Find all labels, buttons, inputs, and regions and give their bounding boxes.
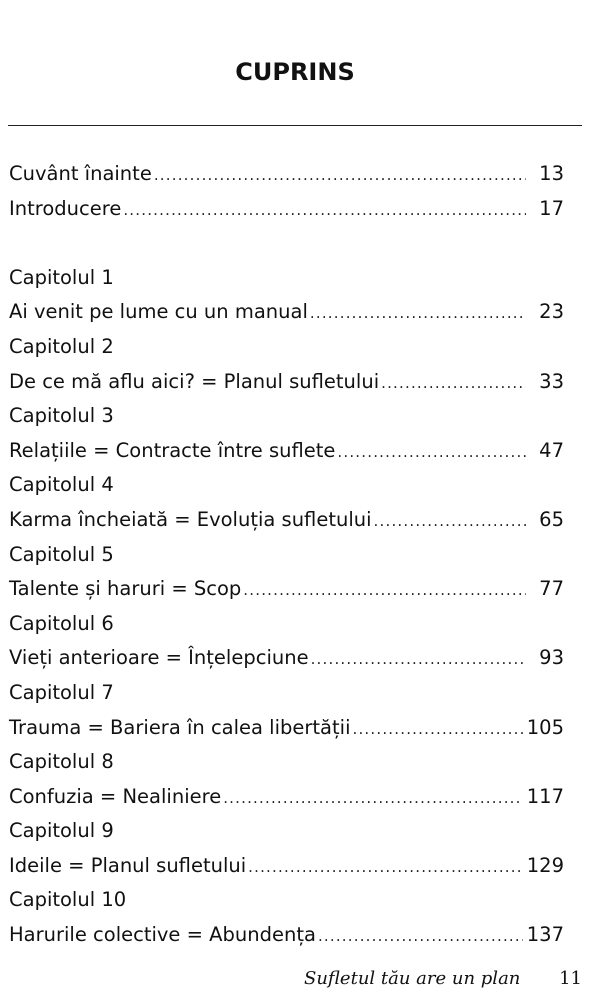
toc-entry-page: 23: [539, 300, 564, 324]
toc-entry-chapter-2: [9, 365, 564, 400]
title-divider: [8, 125, 582, 126]
toc-entry-title: Confuzia = Nealiniere: [9, 784, 222, 808]
dot-leader: [311, 642, 526, 677]
table-of-contents: [9, 157, 564, 953]
dot-leader: [154, 158, 526, 193]
chapter-label: Capitolul 6: [9, 611, 114, 635]
toc-entry-chapter-5: [9, 572, 564, 607]
toc-entry-title: Talente și haruri = Scop: [9, 577, 242, 601]
chapter-label: Capitolul 1: [9, 265, 114, 289]
chapter-label: Capitolul 4: [9, 473, 114, 497]
dot-leader: [223, 781, 523, 816]
toc-entry-title: Harurile colective = Abundența: [9, 923, 316, 947]
toc-entry-page: 77: [539, 577, 564, 601]
page-number: 11: [559, 968, 582, 989]
toc-entry-page: 13: [539, 162, 564, 185]
toc-entry-chapter-1: [9, 295, 564, 330]
toc-entry-chapter-9: [9, 849, 564, 884]
page-title: CUPRINS: [235, 58, 355, 86]
toc-entry-page: 65: [539, 507, 564, 531]
toc-entry-title: Cuvânt înainte: [9, 162, 152, 185]
dot-leader: [123, 193, 526, 228]
chapter-label: Capitolul 7: [9, 680, 114, 704]
chapter-label: Capitolul 8: [9, 750, 114, 774]
section-gap: [9, 226, 564, 261]
toc-entry-foreword: [9, 157, 564, 192]
toc-entry-page: 137: [526, 923, 564, 947]
toc-entry-title: Trauma = Bariera în calea libertății: [9, 715, 351, 739]
dot-leader: [353, 712, 523, 747]
toc-entry-title: Introducere: [9, 196, 122, 220]
toc-entry-page: 117: [526, 784, 564, 808]
toc-entry-title: Ideile = Planul sufletului: [9, 853, 247, 877]
toc-entry-page: 17: [539, 196, 564, 220]
toc-entry-chapter-6: [9, 641, 564, 676]
toc-entry-chapter-3: [9, 434, 564, 469]
chapter-label: Capitolul 3: [9, 404, 114, 428]
toc-entry-title: Relațiile = Contracte între suflete: [9, 438, 336, 462]
toc-entry-chapter-7: [9, 711, 564, 746]
toc-entry-page: 93: [539, 646, 564, 670]
dot-leader: [337, 435, 526, 470]
toc-entry-chapter-10: [9, 918, 564, 953]
toc-entry-title: Ai venit pe lume cu un manual: [9, 300, 308, 324]
chapter-label: Capitolul 2: [9, 334, 114, 358]
chapter-label: Capitolul 9: [9, 819, 114, 843]
chapter-label: Capitolul 10: [9, 888, 127, 912]
dot-leader: [248, 850, 523, 885]
dot-leader: [318, 919, 523, 954]
dot-leader: [374, 504, 526, 539]
toc-entry-page: 129: [526, 853, 564, 877]
toc-entry-introduction: [9, 192, 564, 227]
toc-entry-title: Karma încheiată = Evoluția sufletului: [9, 507, 372, 531]
running-footer-title: Sufletul tău are un plan: [304, 968, 521, 989]
dot-leader: [243, 573, 526, 608]
toc-entry-title: De ce mă aflu aici? = Planul sufletului: [9, 369, 380, 393]
dot-leader: [381, 366, 526, 401]
toc-entry-chapter-4: [9, 503, 564, 538]
toc-entry-page: 47: [539, 438, 564, 462]
toc-entry-page: 33: [539, 369, 564, 393]
toc-entry-chapter-8: [9, 780, 564, 815]
dot-leader: [310, 296, 526, 331]
toc-entry-title: Vieți anterioare = Înțelepciune: [9, 646, 309, 670]
toc-entry-page: 105: [526, 715, 564, 739]
chapter-label: Capitolul 5: [9, 542, 114, 566]
